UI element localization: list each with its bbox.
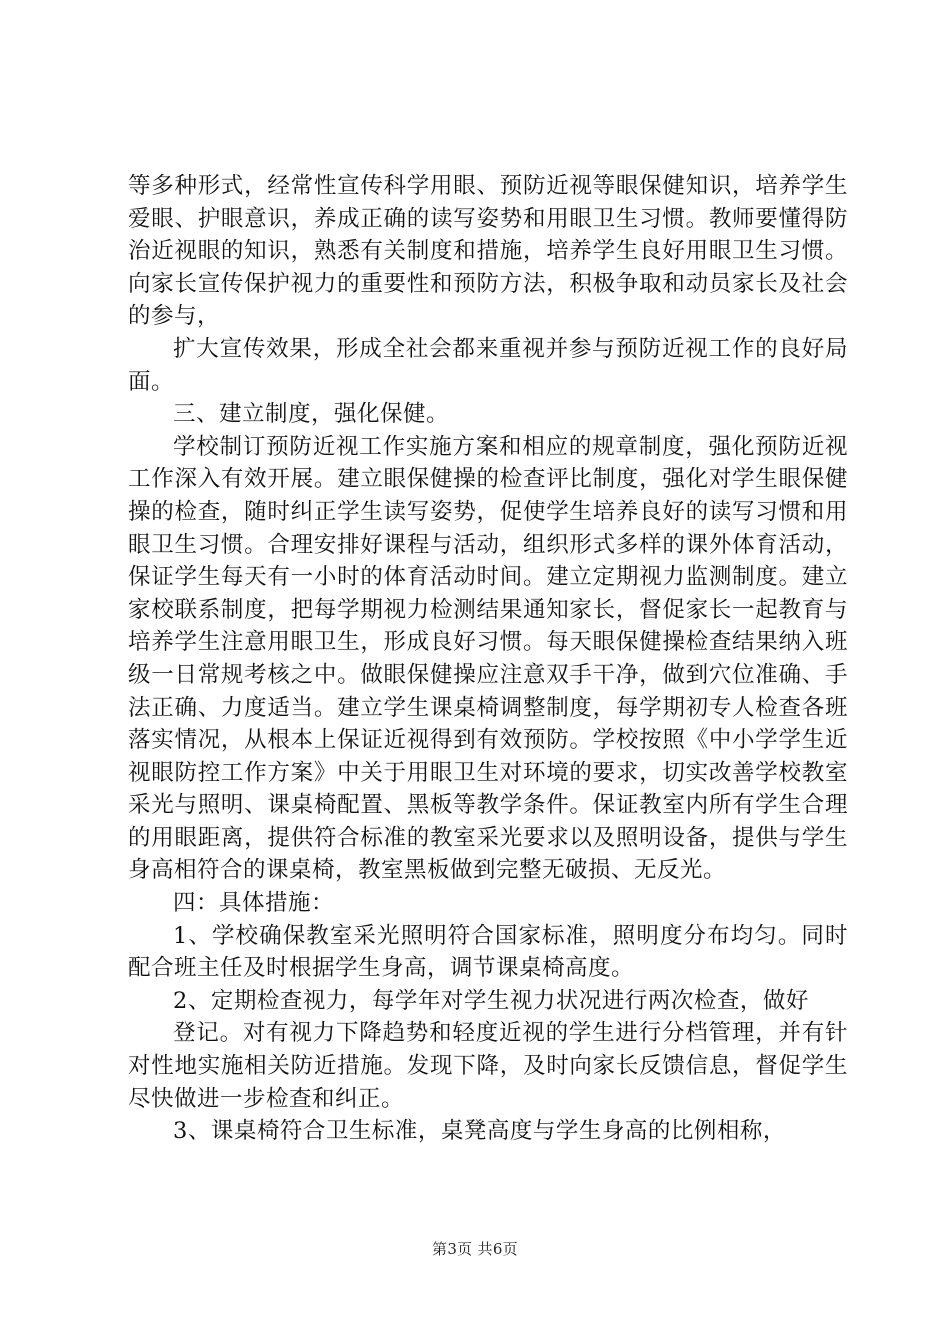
- measure-item-2-continued: 登记。对有视力下降趋势和轻度近视的学生进行分档管理，并有针对性地实施相关防近措施。发现下降，及时向家长反馈信息，督促学生尽快做进一步检查和纠正。: [128, 1020, 848, 1112]
- page-number-footer: 第3页 共6页: [432, 1240, 518, 1258]
- document-body: [128, 170, 848, 1148]
- measure-item-3: 3、课桌椅符合卫生标准，桌凳高度与学生身高的比例相称，: [173, 1118, 786, 1145]
- paragraph-eye-care-promotion: 等多种形式，经常性宣传科学用眼、预防近视等眼保健知识，培养学生爱眼、护眼意识，养成正确的读写姿势和用眼卫生习惯。教师要懂得防治近视眼的知识，熟悉有关制度和措施，培养学生良好用眼卫生习惯。向家长宣传保护视力的重要性和预防方法，积极争取和动员家长及社会的参与，: [128, 173, 848, 330]
- measure-item-2: 2、定期检查视力，每学年对学生视力状况进行两次检查，做好: [173, 987, 809, 1014]
- paragraph-establish-system: 学校制订预防近视工作实施方案和相应的规章制度，强化预防近视工作深入有效开展。建立眼保健操的检查评比制度，强化对学生眼保健操的检查，随时纠正学生读写姿势，促使学生培养良好的读写习惯和用眼卫生习惯。合理安排好课程与活动，组织形式多样的课外体育活动，保证学生每天有一小时的体育活动时间。建立定期视力监测制度。建立家校联系制度，把每学期视力检测结果通知家长，督促家长一起教育与培养学生注意用眼卫生，形成良好习惯。每天眼保健操检查结果纳入班级一日常规考核之中。做眼保健操应注意双手干净，做到穴位准确、手法正确、力度适当。建立学生课桌椅调整制度，每学期初专人检查各班落实情况，从根本上保证近视得到有效预防。学校按照《中小学学生近视眼防控工作方案》中关于用眼卫生对环境的要求，切实改善学校教室采光与照明、课桌椅配置、黑板等教学条件。保证教室内所有学生合理的用眼距离，提供符合标准的教室采光要求以及照明设备，提供与学生身高相符合的课桌椅，教室黑板做到完整无破损、无反光。: [128, 433, 848, 884]
- measure-item-1: 1、学校确保教室采光照明符合国家标准，照明度分布均匀。同时配合班主任及时根据学生身高，调节课桌椅高度。: [128, 922, 848, 982]
- paragraph-expand-publicity: 扩大宣传效果，形成全社会都来重视并参与预防近视工作的良好局面。: [128, 335, 848, 395]
- section-heading-three: 三、建立制度，强化保健。: [173, 401, 450, 428]
- section-heading-four: 四：具体措施：: [173, 890, 335, 917]
